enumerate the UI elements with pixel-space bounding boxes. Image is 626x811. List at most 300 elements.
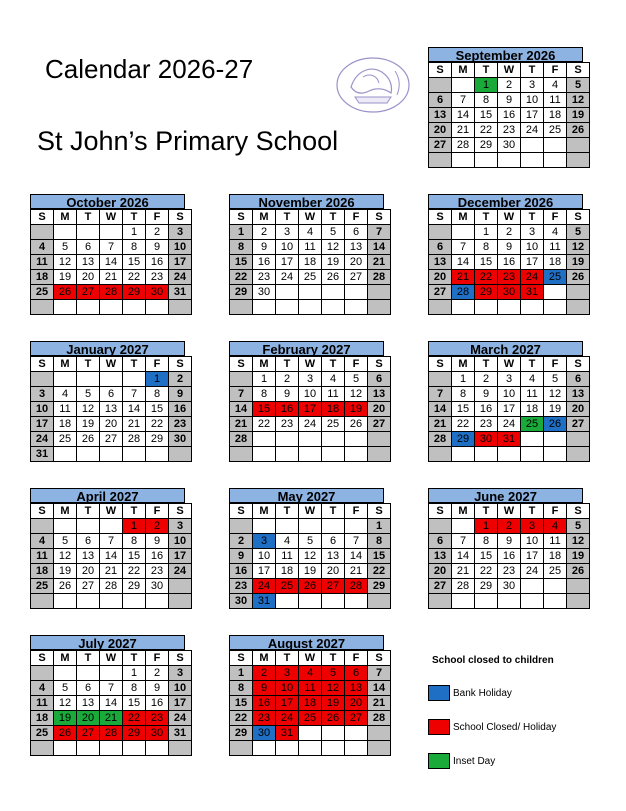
day-cell: 7: [100, 534, 123, 549]
day-cell: 21: [452, 123, 475, 138]
day-cell: [31, 666, 54, 681]
day-cell: 14: [100, 549, 123, 564]
day-cell: 7: [100, 681, 123, 696]
week-row: [230, 681, 391, 696]
day-cell: 16: [253, 255, 276, 270]
day-cell: 17: [169, 255, 192, 270]
day-cell: 29: [475, 579, 498, 594]
weekday-header-row: [230, 504, 391, 519]
day-cell: 14: [452, 255, 475, 270]
day-cell: 9: [146, 681, 169, 696]
day-cell: 11: [31, 696, 54, 711]
day-cell: 17: [169, 549, 192, 564]
day-cell: [544, 447, 567, 462]
day-cell: [452, 519, 475, 534]
weekday-header: T: [77, 210, 100, 225]
day-cell: 31: [169, 726, 192, 741]
month-calendar: [229, 194, 384, 315]
day-cell: [368, 300, 391, 315]
week-row: [31, 387, 192, 402]
month-title: January 2027: [30, 341, 185, 356]
day-cell: 9: [475, 387, 498, 402]
day-cell: 23: [498, 270, 521, 285]
day-cell: 30: [230, 594, 253, 609]
day-cell: [544, 432, 567, 447]
day-cell: 28: [452, 579, 475, 594]
day-cell: 1: [253, 372, 276, 387]
day-cell: 28: [429, 432, 452, 447]
day-cell: [368, 447, 391, 462]
day-cell: 3: [169, 519, 192, 534]
month-calendar: [428, 341, 583, 462]
day-cell: 5: [345, 372, 368, 387]
day-cell: [169, 447, 192, 462]
weekday-header: S: [230, 651, 253, 666]
weekday-header: S: [368, 651, 391, 666]
day-cell: 31: [253, 594, 276, 609]
week-row: [429, 372, 590, 387]
day-cell: 18: [544, 255, 567, 270]
weekday-header: M: [452, 210, 475, 225]
day-cell: 31: [169, 285, 192, 300]
day-cell: 25: [276, 579, 299, 594]
day-cell: 24: [276, 270, 299, 285]
day-cell: 20: [429, 270, 452, 285]
day-cell: 4: [31, 240, 54, 255]
day-cell: 11: [299, 240, 322, 255]
day-cell: 8: [230, 681, 253, 696]
day-cell: 29: [230, 726, 253, 741]
week-row: [429, 153, 590, 168]
day-cell: 19: [54, 270, 77, 285]
day-cell: 25: [322, 417, 345, 432]
day-cell: 14: [345, 549, 368, 564]
week-row: [31, 594, 192, 609]
day-cell: 17: [276, 255, 299, 270]
day-cell: [521, 153, 544, 168]
day-cell: 8: [123, 534, 146, 549]
day-cell: [31, 372, 54, 387]
day-cell: [429, 78, 452, 93]
day-cell: 28: [452, 138, 475, 153]
day-cell: [299, 726, 322, 741]
day-cell: 14: [123, 402, 146, 417]
day-cell: [299, 594, 322, 609]
day-cell: 4: [521, 372, 544, 387]
day-cell: 3: [276, 225, 299, 240]
day-cell: 23: [475, 417, 498, 432]
day-cell: [521, 300, 544, 315]
day-cell: [544, 153, 567, 168]
week-row: [230, 285, 391, 300]
day-cell: 16: [498, 255, 521, 270]
weekday-header-row: [429, 63, 590, 78]
day-cell: 14: [429, 402, 452, 417]
day-cell: [567, 594, 590, 609]
day-cell: [544, 300, 567, 315]
day-cell: 28: [100, 285, 123, 300]
day-cell: 18: [31, 564, 54, 579]
day-cell: 5: [322, 666, 345, 681]
day-cell: [146, 741, 169, 756]
day-cell: 7: [368, 666, 391, 681]
day-cell: 2: [498, 225, 521, 240]
day-cell: [77, 741, 100, 756]
day-cell: [100, 594, 123, 609]
day-cell: 21: [368, 255, 391, 270]
day-cell: 21: [100, 711, 123, 726]
day-cell: 3: [31, 387, 54, 402]
month-title: November 2026: [229, 194, 384, 209]
day-cell: 21: [230, 417, 253, 432]
day-cell: 8: [230, 240, 253, 255]
day-cell: 12: [54, 255, 77, 270]
week-row: [230, 417, 391, 432]
week-row: [429, 594, 590, 609]
week-row: [230, 372, 391, 387]
day-cell: 3: [498, 372, 521, 387]
day-cell: 13: [77, 549, 100, 564]
weekday-header: S: [429, 210, 452, 225]
week-row: [429, 387, 590, 402]
day-cell: [567, 138, 590, 153]
day-cell: 21: [345, 564, 368, 579]
day-cell: 8: [368, 534, 391, 549]
day-cell: 2: [498, 519, 521, 534]
legend-item-inset-day: [428, 753, 495, 769]
day-cell: 28: [452, 285, 475, 300]
month-grid: [30, 209, 192, 315]
day-cell: 8: [475, 534, 498, 549]
week-row: [429, 417, 590, 432]
day-cell: 5: [567, 78, 590, 93]
day-cell: 10: [276, 681, 299, 696]
day-cell: [345, 447, 368, 462]
day-cell: [567, 432, 590, 447]
day-cell: 9: [169, 387, 192, 402]
day-cell: 28: [123, 432, 146, 447]
day-cell: 10: [276, 240, 299, 255]
day-cell: 30: [146, 285, 169, 300]
day-cell: [54, 225, 77, 240]
month-calendar: [30, 488, 185, 609]
day-cell: 26: [54, 285, 77, 300]
month-calendar: [428, 47, 583, 168]
day-cell: 16: [146, 696, 169, 711]
day-cell: 25: [31, 285, 54, 300]
day-cell: [368, 726, 391, 741]
day-cell: 25: [54, 432, 77, 447]
day-cell: 16: [475, 402, 498, 417]
day-cell: [322, 285, 345, 300]
weekday-header: W: [100, 651, 123, 666]
weekday-header: T: [521, 210, 544, 225]
weekday-header: T: [475, 504, 498, 519]
weekday-header: T: [77, 651, 100, 666]
weekday-header: T: [77, 504, 100, 519]
day-cell: 6: [567, 372, 590, 387]
day-cell: 21: [368, 696, 391, 711]
day-cell: 16: [230, 564, 253, 579]
day-cell: 19: [567, 549, 590, 564]
day-cell: [429, 519, 452, 534]
week-row: [230, 432, 391, 447]
day-cell: [276, 741, 299, 756]
day-cell: [322, 519, 345, 534]
day-cell: 8: [123, 681, 146, 696]
day-cell: [322, 432, 345, 447]
day-cell: 4: [299, 225, 322, 240]
weekday-header: T: [521, 504, 544, 519]
day-cell: 16: [169, 402, 192, 417]
month-title: February 2027: [229, 341, 384, 356]
day-cell: [100, 519, 123, 534]
day-cell: 11: [276, 549, 299, 564]
day-cell: 29: [123, 579, 146, 594]
day-cell: 18: [299, 696, 322, 711]
week-row: [230, 519, 391, 534]
day-cell: [429, 372, 452, 387]
day-cell: [100, 225, 123, 240]
weekday-header: F: [544, 357, 567, 372]
week-row: [230, 696, 391, 711]
weekday-header: T: [123, 504, 146, 519]
day-cell: 27: [567, 417, 590, 432]
day-cell: 2: [276, 372, 299, 387]
month-calendar: [428, 488, 583, 609]
day-cell: [521, 447, 544, 462]
day-cell: 27: [429, 579, 452, 594]
day-cell: [567, 300, 590, 315]
day-cell: 7: [452, 240, 475, 255]
day-cell: [276, 285, 299, 300]
day-cell: [345, 594, 368, 609]
day-cell: 22: [368, 564, 391, 579]
day-cell: [429, 447, 452, 462]
weekday-header: W: [100, 210, 123, 225]
weekday-header: M: [452, 63, 475, 78]
day-cell: 21: [100, 270, 123, 285]
day-cell: 30: [253, 726, 276, 741]
day-cell: 5: [544, 372, 567, 387]
month-calendar: [30, 194, 185, 315]
day-cell: [253, 300, 276, 315]
day-cell: 20: [100, 417, 123, 432]
day-cell: [322, 447, 345, 462]
day-cell: [169, 579, 192, 594]
day-cell: 12: [544, 387, 567, 402]
day-cell: [498, 153, 521, 168]
day-cell: [299, 300, 322, 315]
day-cell: 21: [429, 417, 452, 432]
day-cell: 7: [230, 387, 253, 402]
day-cell: 24: [31, 432, 54, 447]
day-cell: 28: [368, 270, 391, 285]
day-cell: 10: [169, 534, 192, 549]
day-cell: 2: [146, 519, 169, 534]
week-row: [230, 564, 391, 579]
day-cell: 11: [322, 387, 345, 402]
day-cell: [521, 432, 544, 447]
weekday-header: T: [322, 651, 345, 666]
month-grid: [229, 650, 391, 756]
day-cell: 27: [345, 711, 368, 726]
day-cell: [368, 285, 391, 300]
day-cell: [54, 300, 77, 315]
day-cell: [475, 594, 498, 609]
day-cell: 24: [299, 417, 322, 432]
day-cell: 29: [230, 285, 253, 300]
day-cell: 14: [230, 402, 253, 417]
day-cell: [345, 741, 368, 756]
week-row: [230, 534, 391, 549]
day-cell: [230, 300, 253, 315]
day-cell: 18: [544, 108, 567, 123]
weekday-header: T: [521, 63, 544, 78]
month-grid: [229, 356, 391, 462]
month-grid: [30, 356, 192, 462]
weekday-header: F: [345, 504, 368, 519]
month-grid: [229, 209, 391, 315]
day-cell: [452, 153, 475, 168]
day-cell: 24: [169, 564, 192, 579]
day-cell: 3: [253, 534, 276, 549]
day-cell: 27: [322, 579, 345, 594]
legend-label: Inset Day: [453, 755, 496, 767]
weekday-header: W: [498, 210, 521, 225]
month-calendar: [229, 488, 384, 609]
day-cell: 11: [521, 387, 544, 402]
day-cell: 3: [276, 666, 299, 681]
day-cell: 3: [169, 225, 192, 240]
day-cell: 13: [429, 255, 452, 270]
week-row: [31, 225, 192, 240]
weekday-header: W: [498, 357, 521, 372]
day-cell: 15: [230, 696, 253, 711]
week-row: [31, 741, 192, 756]
week-row: [429, 225, 590, 240]
day-cell: 29: [146, 432, 169, 447]
day-cell: 25: [299, 270, 322, 285]
day-cell: [498, 300, 521, 315]
day-cell: [77, 225, 100, 240]
week-row: [31, 447, 192, 462]
day-cell: 21: [123, 417, 146, 432]
weekday-header: S: [31, 210, 54, 225]
day-cell: 5: [322, 225, 345, 240]
day-cell: 16: [276, 402, 299, 417]
day-cell: [77, 447, 100, 462]
day-cell: [475, 447, 498, 462]
weekday-header: T: [123, 651, 146, 666]
day-cell: [544, 594, 567, 609]
day-cell: [345, 285, 368, 300]
weekday-header: T: [475, 357, 498, 372]
day-cell: [567, 153, 590, 168]
day-cell: 16: [253, 696, 276, 711]
weekday-header-row: [31, 651, 192, 666]
day-cell: 6: [77, 534, 100, 549]
day-cell: [146, 594, 169, 609]
week-row: [230, 594, 391, 609]
day-cell: [276, 447, 299, 462]
day-cell: 11: [54, 402, 77, 417]
day-cell: 25: [544, 123, 567, 138]
day-cell: 22: [123, 711, 146, 726]
day-cell: [299, 519, 322, 534]
day-cell: 24: [521, 123, 544, 138]
day-cell: 1: [230, 225, 253, 240]
day-cell: 1: [123, 225, 146, 240]
day-cell: [169, 594, 192, 609]
weekday-header: S: [368, 357, 391, 372]
weekday-header: S: [31, 651, 54, 666]
weekday-header-row: [31, 357, 192, 372]
day-cell: [498, 447, 521, 462]
day-cell: [77, 519, 100, 534]
day-cell: 19: [54, 711, 77, 726]
day-cell: 10: [521, 534, 544, 549]
day-cell: 5: [77, 387, 100, 402]
day-cell: 13: [77, 255, 100, 270]
day-cell: [345, 300, 368, 315]
week-row: [31, 681, 192, 696]
weekday-header: S: [368, 504, 391, 519]
weekday-header: S: [31, 504, 54, 519]
day-cell: 17: [521, 108, 544, 123]
day-cell: 8: [146, 387, 169, 402]
weekday-header: F: [544, 504, 567, 519]
day-cell: 25: [31, 579, 54, 594]
day-cell: 25: [544, 564, 567, 579]
day-cell: [100, 666, 123, 681]
day-cell: 12: [567, 93, 590, 108]
day-cell: 20: [368, 402, 391, 417]
day-cell: 23: [276, 417, 299, 432]
day-cell: [521, 138, 544, 153]
day-cell: 15: [123, 696, 146, 711]
week-row: [230, 741, 391, 756]
weekday-header: S: [567, 210, 590, 225]
day-cell: [521, 594, 544, 609]
weekday-header: T: [521, 357, 544, 372]
weekday-header: M: [253, 210, 276, 225]
day-cell: 9: [498, 534, 521, 549]
week-row: [31, 534, 192, 549]
inset-day-swatch: [428, 753, 450, 769]
day-cell: 27: [345, 270, 368, 285]
month-calendar: [428, 194, 583, 315]
week-row: [429, 138, 590, 153]
day-cell: 12: [322, 681, 345, 696]
day-cell: 27: [368, 417, 391, 432]
weekday-header: S: [230, 504, 253, 519]
weekday-header: S: [429, 357, 452, 372]
month-calendar: [229, 635, 384, 756]
week-row: [230, 666, 391, 681]
weekday-header: W: [299, 210, 322, 225]
weekday-header-row: [429, 210, 590, 225]
day-cell: 9: [253, 240, 276, 255]
legend-label: School Closed/ Holiday: [453, 721, 557, 733]
day-cell: [31, 741, 54, 756]
day-cell: [429, 153, 452, 168]
month-grid: [30, 650, 192, 756]
day-cell: 21: [100, 564, 123, 579]
day-cell: 5: [54, 681, 77, 696]
month-calendar: [30, 635, 185, 756]
weekday-header: M: [54, 651, 77, 666]
